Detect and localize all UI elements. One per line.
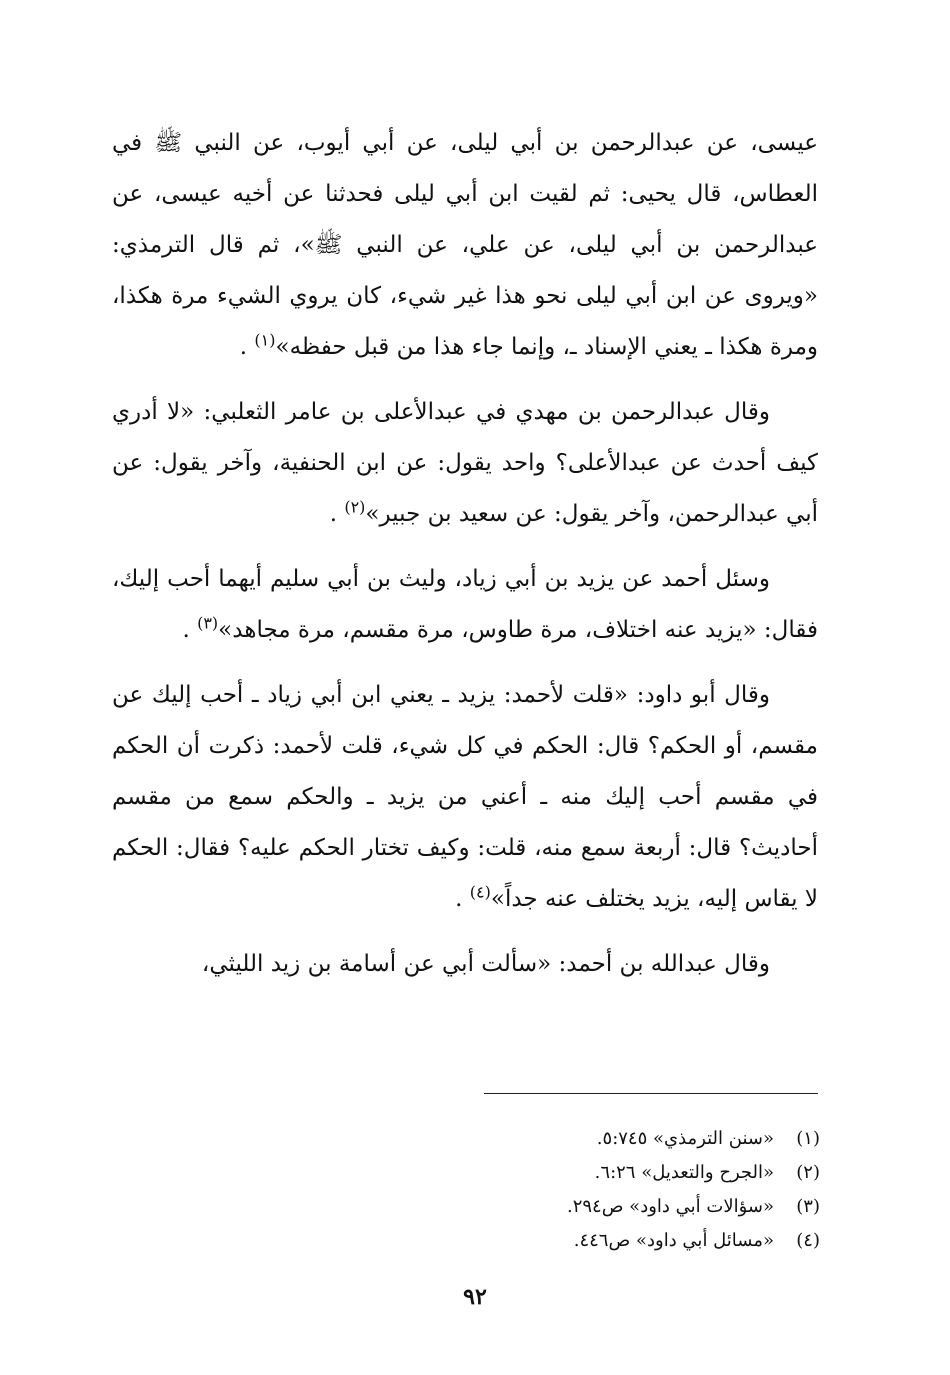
footnote-text: «سنن الترمذي» ٥:٧٤٥.	[596, 1128, 774, 1149]
footnote	[260, 1122, 820, 1156]
footnotes	[260, 1122, 820, 1258]
main-text	[112, 118, 818, 990]
footnote	[260, 1224, 820, 1258]
paragraph-end: .	[455, 886, 463, 912]
paragraph	[112, 387, 818, 540]
footnote-number: (١)	[796, 1128, 820, 1149]
footnote-number: (٢)	[796, 1162, 820, 1183]
page-number: ٩٢	[463, 1284, 487, 1310]
footnote-reference: (١)	[254, 330, 276, 350]
footnote-reference: (٣)	[197, 613, 219, 633]
footnote-text: «مسائل أبي داود» ص٤٤٦.	[573, 1230, 774, 1251]
paragraph	[112, 670, 818, 925]
footnote-number: (٣)	[796, 1196, 820, 1217]
footnote-text: «سؤالات أبي داود» ص٢٩٤.	[566, 1196, 774, 1217]
footnote-divider	[484, 1093, 818, 1094]
paragraph	[112, 554, 818, 656]
paragraph	[112, 118, 818, 373]
paragraph-text: وقال أبو داود: «قلت لأحمد: يزيد ـ يعني ابن أبي زياد ـ أحب إليك عن مقسم، أو الحكم؟ قال: الحكم في كل شيء، قلت لأحمد: ذكرت أن الحكم في مقسم أحب إليك منه ـ أعني من يزيد ـ والحكم سمع من مقسم أحاديث؟ قال: أربعة سمع منه، قلت: وكيف تختار الحكم عليه؟ فقال: الحكم لا يقاس إليه، يزيد يختلف عنه جداً»	[112, 682, 818, 912]
paragraph-text: عيسى، عن عبدالرحمن بن أبي ليلى، عن أبي أيوب، عن النبي ﷺ في العطاس، قال يحيى: ثم لقيت ابن أبي ليلى فحدثنا عن أخيه عيسى، عن عبدالرحمن بن أبي ليلى، عن علي، عن النبي ﷺ»، ثم قال الترمذي: «ويروى عن ابن أبي ليلى نحو هذا غير شيء، كان يروي الشيء مرة هكذا، ومرة هكذا ـ يعني الإسناد ـ، وإنما جاء هذا من قبل حفظه»	[112, 130, 818, 360]
footnote	[260, 1156, 820, 1190]
paragraph-text: وسئل أحمد عن يزيد بن أبي زياد، وليث بن أبي سليم أيهما أحب إليك، فقال: «يزيد عنه اختلاف، مرة طاوس، مرة مقسم، مرة مجاهد»	[112, 566, 818, 643]
footnote-text: «الجرح والتعديل» ٦:٢٦.	[594, 1162, 774, 1183]
paragraph-end: .	[329, 501, 338, 527]
paragraph	[112, 939, 818, 990]
paragraph-end: .	[182, 617, 190, 643]
paragraph-text: وقال عبدالله بن أحمد: «سألت أبي عن أسامة بن زيد الليثي،	[201, 951, 770, 977]
footnote-number: (٤)	[796, 1230, 820, 1251]
paragraph-end: .	[239, 334, 248, 360]
footnote-reference: (٤)	[469, 882, 491, 902]
paragraph-text: وقال عبدالرحمن بن مهدي في عبدالأعلى بن عامر الثعلبي: «لا أدري كيف أحدث عن عبدالأعلى؟ واحد يقول: عن ابن الحنفية، وآخر يقول: عن أبي عبدالرحمن، وآخر يقول: عن سعيد بن جبير»	[112, 399, 818, 527]
footnote-reference: (٢)	[344, 497, 366, 517]
footnote	[260, 1190, 820, 1224]
